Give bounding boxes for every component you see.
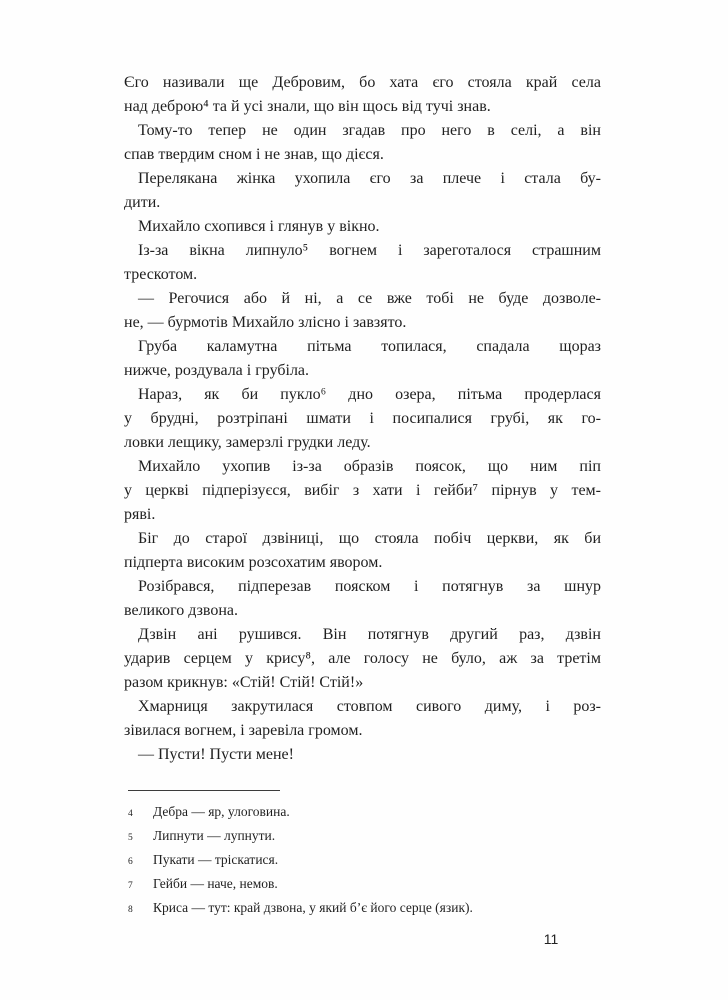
text-line: Нараз, як би пукло⁶ дно озера, пітьма продерлася [138, 386, 601, 403]
footnote-row [128, 825, 605, 849]
footnote-separator [128, 790, 280, 791]
text-line: Михайло схопився і глянув у вікно. [138, 218, 380, 235]
paragraph [124, 335, 601, 383]
footnote-row [128, 849, 605, 873]
page-number: 11 [543, 931, 559, 947]
text-line: великого дзвона. [124, 602, 238, 619]
paragraph [124, 71, 601, 119]
text-line: не, — бурмотів Михайло злісно і завзято. [124, 314, 407, 331]
paragraph [124, 239, 601, 287]
text-line: дити. [124, 194, 161, 211]
footnotes-section [128, 790, 605, 921]
text-line: — Регочися або й ні, а се вже тобі не буде дозволе- [138, 290, 601, 307]
text-line: Дзвін ані рушився. Він потягнув другий раз, дзвін [138, 626, 601, 643]
footnote-list [128, 801, 605, 921]
text-line: у церкві підперізуєся, вибіг з хати і гейби⁷ пірнув у тем- [124, 482, 601, 499]
text-line: зівилася вогнем, і заревіла громом. [124, 722, 363, 739]
footnote-text: Пукати — тріскатися. [153, 852, 279, 867]
text-line: у брудні, розтріпані шмати і посипалися грубі, як го- [124, 410, 601, 427]
paragraph [124, 623, 601, 695]
paragraph [124, 743, 601, 767]
footnote-marker: 5 [128, 833, 133, 843]
text-line: Біг до старої дзвіниці, що стояла побіч церкви, як би [138, 530, 601, 547]
text-line: спав твердим сном і не знав, що дієся. [124, 146, 384, 163]
footnote-text: Дебра — яр, улоговина. [153, 804, 290, 819]
footnote-text: Гейби — наче, немов. [153, 876, 278, 891]
paragraph [124, 383, 601, 455]
footnote-marker: 8 [128, 905, 133, 915]
footnote-row [128, 873, 605, 897]
text-line: підперта високим розсохатим явором. [124, 554, 383, 571]
paragraph [124, 527, 601, 575]
text-line: Єго називали ще Дебровим, бо хата єго стояла край села [124, 74, 601, 91]
footnote-marker: 6 [128, 857, 133, 867]
paragraph [124, 695, 601, 743]
paragraph [124, 575, 601, 623]
text-line: Із-за вікна липнуло⁵ вогнем і зареготалося страшним [138, 242, 601, 259]
text-line: разом крикнув: «Стій! Стій! Стій!» [124, 674, 364, 691]
text-line: Перелякана жінка ухопила єго за плече і стала бу- [138, 170, 601, 187]
text-line: ударив серцем у крису⁸, але голосу не було, аж за третім [124, 650, 601, 667]
text-line: над деброю⁴ та й усі знали, що він щось від тучі знав. [124, 98, 491, 115]
text-line: — Пусти! Пусти мене! [138, 746, 294, 763]
footnote-text: Липнути — лупнути. [153, 828, 276, 843]
paragraph [124, 119, 601, 167]
text-line: Хмарниця закрутилася стовпом сивого диму, і роз- [138, 698, 601, 715]
text-line: нижче, роздувала і грубіла. [124, 362, 310, 379]
footnote-marker: 7 [128, 881, 133, 891]
text-line: ряві. [124, 506, 156, 523]
text-line: Михайло ухопив із-за образів поясок, що ним піп [138, 458, 601, 475]
footnote-marker: 4 [128, 809, 133, 819]
footnote-text: Криса — тут: край дзвона, у який б’є його серце (язик). [153, 900, 473, 915]
text-line: ловки лещику, замерзлі грудки леду. [124, 434, 371, 451]
paragraph [124, 287, 601, 335]
text-line: Розібрався, підперезав пояском і потягнув за шнур [138, 578, 601, 595]
paragraph [124, 215, 601, 239]
footnote-row [128, 801, 605, 825]
text-line: Тому-то тепер не один згадав про него в селі, а він [138, 122, 601, 139]
text-line: Груба каламутна пітьма топилася, спадала щораз [138, 338, 601, 355]
text-line: трескотом. [124, 266, 198, 283]
paragraph [124, 455, 601, 527]
paragraph [124, 167, 601, 215]
body-text [124, 71, 601, 767]
footnote-row [128, 897, 605, 921]
